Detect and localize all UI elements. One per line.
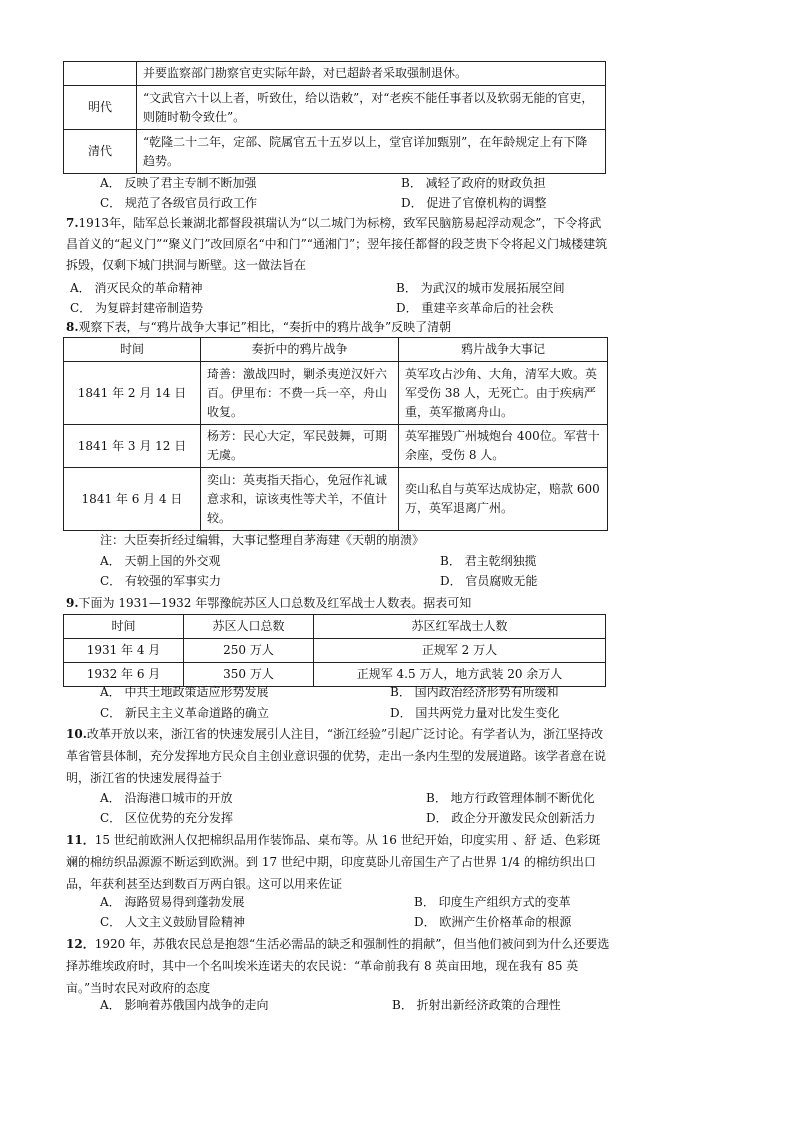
table-cell: 英军摧毁广州城炮台 400位。军营十余座，受伤 8 人。 <box>399 425 608 468</box>
table-cell: 奕山：英夷指天指心，免冠作礼诚意求和，谅该夷性等犬羊，不值计较。 <box>201 468 399 531</box>
option-b: B． 折射出新经济政策的合理性 <box>392 998 561 1012</box>
option-a: A． 消灭民众的革命精神 <box>70 281 203 295</box>
question-stem: 观察下表，与“鸦片战争大事记”相比，“奏折中的鸦片战争”反映了清朝 <box>78 320 452 334</box>
table-row <box>64 130 606 174</box>
column-header: 苏区红军战士人数 <box>314 615 606 639</box>
table-cell: “文武官六十以上者，听致仕，给以诰敕”，对“老疾不能任事者以及软弱无能的官吏，则随时勒令致仕”。 <box>137 86 606 130</box>
option-d: D． 政企分开激发民众创新活力 <box>426 811 596 825</box>
option-b: B． 减轻了政府的财政负担 <box>401 176 546 190</box>
table-row <box>64 639 606 663</box>
question-stem: 下面为 1931—1932 年鄂豫皖苏区人口总数及红军战士人数表。据表可知 <box>78 596 472 610</box>
option-c: C． 有较强的军事实力 <box>100 574 221 588</box>
table-row <box>64 62 606 86</box>
column-header: 时间 <box>64 615 184 639</box>
table-cell: 琦善：激战四时，剿杀夷逆汉奸六百。伊里布：不费一兵一卒，舟山收复。 <box>201 362 399 425</box>
option-a: A． 沿海港口城市的开放 <box>100 791 233 805</box>
question-9 <box>66 593 611 614</box>
table-row <box>64 468 608 531</box>
table-cell: 正规军 2 万人 <box>314 639 606 663</box>
option-b: B． 印度生产组织方式的变革 <box>414 895 571 909</box>
question-stem: 15 世纪前欧洲人仅把棉织品用作装饰品、桌布等。从 16 世纪开始，印度实用 、舒 适、色彩斑斓的棉纺织品源源不断运到欧洲。到 17 世纪中期，印度莫卧儿帝国生产了占世界 1/4 的棉纺织出口品，年获利甚至达到数百万两白银。这可以用来佐证 <box>66 833 601 891</box>
table-header-row <box>64 615 606 639</box>
table-cell: 清代 <box>64 130 137 174</box>
question-number: 10. <box>66 727 87 741</box>
q6-table <box>63 61 606 174</box>
question-11 <box>66 829 611 895</box>
question-number: 7. <box>66 216 79 230</box>
table-cell: 正规军 4.5 万人，地方武装 20 余万人 <box>314 663 606 687</box>
question-10 <box>66 723 611 789</box>
table-row <box>64 362 608 425</box>
table-cell: 明代 <box>64 86 137 130</box>
question-number: 9. <box>66 596 79 610</box>
option-a: A． 影响着苏俄国内战争的走向 <box>100 998 269 1012</box>
table-cell: 奕山私自与英军达成协定，赔款 600万，英军退离广州。 <box>399 468 608 531</box>
question-7 <box>66 213 611 276</box>
question-stem: 1913年，陆军总长兼湖北都督段祺瑞认为“以二城门为标榜，致军民脑筋易起浮动观念”，下令将武昌首义的“起义门”“聚义门”改回原名“中和门”“通湘门”；翌年接任都督的段芝贵下令将起义门城楼建筑拆毁，仅剩下城门拱洞与断壁。这一做法旨在 <box>66 216 608 272</box>
option-a: A． 中共土地政策适应形势发展 <box>100 685 269 699</box>
question-number: 12． <box>66 937 95 951</box>
table-cell: 并要监察部门勘察官吏实际年龄，对已超龄者采取强制退休。 <box>137 62 606 86</box>
table-cell: 350 万人 <box>184 663 314 687</box>
question-number: 8. <box>66 320 79 334</box>
table-note: 注：大臣奏折经过编辑，大事记整理自茅海建《天朝的崩溃》 <box>100 533 425 547</box>
table-cell: 1931 年 4 月 <box>64 639 184 663</box>
question-stem: 1920 年，苏俄农民总是抱怨“生活必需品的缺乏和强制性的捐献”，但当他们被问到为什么还要选择苏维埃政府时，其中一个名叫埃米连诺夫的农民说：“革命前我有 8 英亩田地，现在我有 85 英亩。”当时农民对政府的态度 <box>66 937 610 995</box>
option-c: C． 人文主义鼓励冒险精神 <box>100 915 245 929</box>
option-c: C． 规范了各级官员行政工作 <box>100 196 257 210</box>
option-d: D． 重建辛亥革命后的社会秩 <box>396 301 554 315</box>
q9-table <box>63 614 606 687</box>
table-row <box>64 86 606 130</box>
question-12 <box>66 933 611 999</box>
option-d: D． 欧洲产生价格革命的根源 <box>414 915 572 929</box>
option-d: D． 国共两党力量对比发生变化 <box>390 706 560 720</box>
option-a: A． 海路贸易得到蓬勃发展 <box>100 895 245 909</box>
column-header: 苏区人口总数 <box>184 615 314 639</box>
table-cell: 杨芳：民心大定，军民鼓舞，可期无虞。 <box>201 425 399 468</box>
question-8 <box>66 317 611 338</box>
option-b: B． 为武汉的城市发展拓展空间 <box>396 281 565 295</box>
question-number: 11． <box>66 833 95 847</box>
table-row <box>64 425 608 468</box>
option-d: D． 促进了官僚机构的调整 <box>401 196 547 210</box>
table-cell: 1841 年 3 月 12 日 <box>64 425 201 468</box>
option-a: A． 反映了君主专制不断加强 <box>100 176 257 190</box>
table-cell: “乾隆二十二年，定部、院属官五十五岁以上，堂官详加甄别”，在年龄规定上有下降趋势。 <box>137 130 606 174</box>
table-header-row <box>64 338 608 362</box>
option-d: D． 官员腐败无能 <box>440 574 538 588</box>
table-cell: 250 万人 <box>184 639 314 663</box>
table-cell: 英军攻占沙角、大角，清军大败。英军受伤 38 人，无死亡。由于疾病严重，英军撤离舟山。 <box>399 362 608 425</box>
table-cell: 1841 年 6 月 4 日 <box>64 468 201 531</box>
option-c: C． 为复辟封建帝制造势 <box>70 301 203 315</box>
column-header: 时间 <box>64 338 201 362</box>
option-b: B． 国内政治经济形势有所缓和 <box>390 685 559 699</box>
option-c: C． 新民主主义革命道路的确立 <box>100 706 269 720</box>
option-b: B． 地方行政管理体制不断优化 <box>426 791 595 805</box>
column-header: 奏折中的鸦片战争 <box>201 338 399 362</box>
table-cell <box>64 62 137 86</box>
option-b: B． 君主乾纲独揽 <box>440 554 537 568</box>
question-stem: 改革开放以来，浙江省的快速发展引人注目，“浙江经验”引起广泛讨论。有学者认为，浙江坚持改革省管县体制，充分发挥地方民众自主创业意识强的优势，走出一条内生型的发展道路。该学者意在说明，浙江省的快速发展得益于 <box>66 727 607 785</box>
option-a: A． 天朝上国的外交观 <box>100 554 221 568</box>
option-c: C． 区位优势的充分发挥 <box>100 811 233 825</box>
table-cell: 1932 年 6 月 <box>64 663 184 687</box>
column-header: 鸦片战争大事记 <box>399 338 608 362</box>
q8-table <box>63 337 608 531</box>
table-cell: 1841 年 2 月 14 日 <box>64 362 201 425</box>
